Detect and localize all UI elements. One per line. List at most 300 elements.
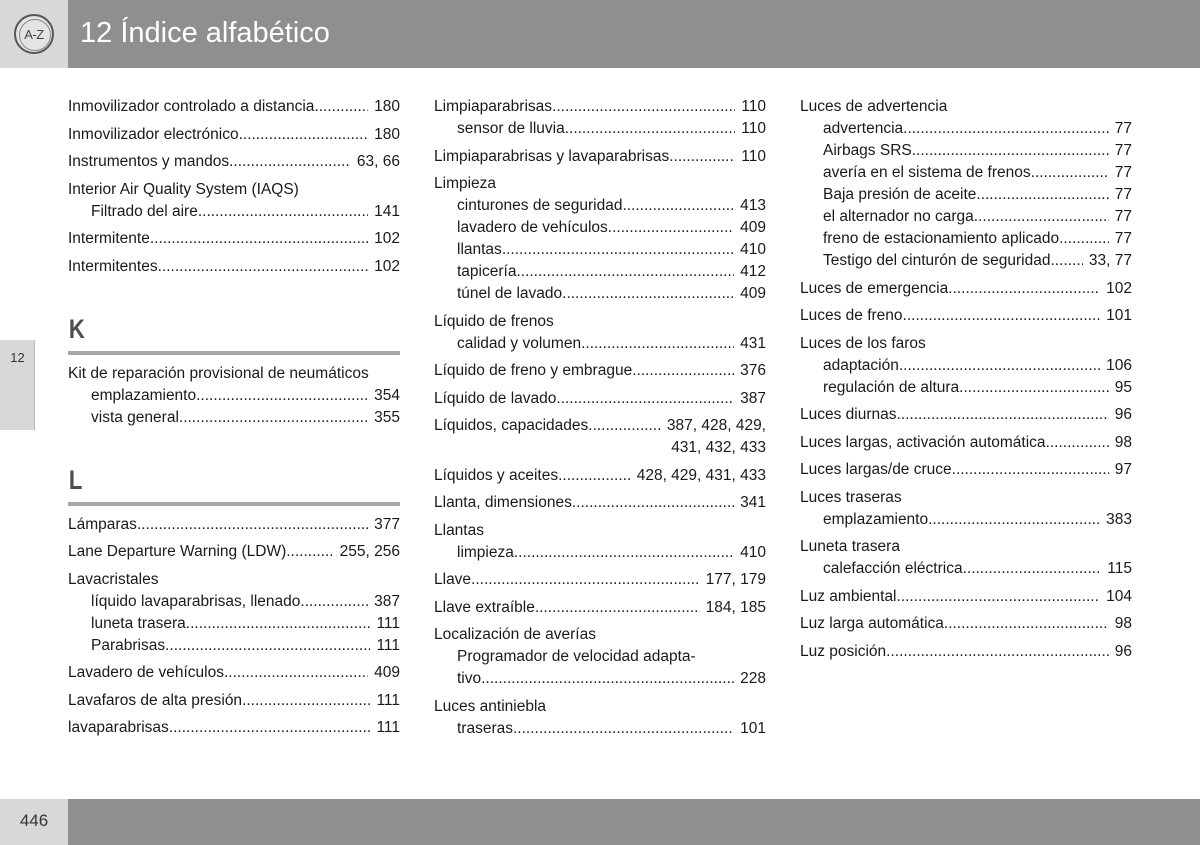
entry-term: Luces traseras [800,488,902,506]
page-reference[interactable]: 409 [740,219,766,236]
index-entry [434,520,766,564]
letter-heading-text: L [68,464,83,495]
dot-leader [224,662,368,684]
page-title: 12 Índice alfabético [80,17,330,49]
index-entry-line[interactable] [800,305,1132,327]
dot-leader [198,201,368,223]
dot-leader [959,377,1109,399]
index-subentry[interactable] [434,261,766,283]
index-entry [434,696,766,740]
index-subentry[interactable] [800,558,1132,580]
letter-heading [68,314,400,355]
entry-term: Luneta trasera [800,538,900,555]
dot-leader [314,96,368,118]
index-entry [434,624,766,690]
footer-bar [68,799,1200,845]
entry-term: limpieza [457,543,514,561]
index-entry [800,641,1132,663]
page-reference[interactable]: 410 [740,241,766,258]
entry-term: Inmovilizador controlado a distancia [68,98,315,115]
page-reference[interactable]: 180 [374,98,400,115]
index-entry [800,432,1132,454]
entry-term: Líquido de frenos [434,312,554,330]
entry-term: Intermitentes [68,257,158,275]
entry-term: llantas [457,241,502,258]
entry-term: Luces de advertencia [800,98,948,115]
index-entry-line[interactable] [434,415,766,437]
dot-leader [516,261,734,283]
entry-term: Instrumentos y mandos [68,153,230,170]
entry-term: sensor de lluvia [457,120,565,137]
page-reference[interactable]: 77 [1114,164,1132,181]
a-z-index-icon [14,14,54,54]
index-entry-line[interactable] [800,404,1132,426]
index-entry-line [800,536,1132,558]
page-reference[interactable]: 409 [740,285,766,302]
index-entry [68,124,400,146]
dot-leader [562,283,734,305]
index-subentry[interactable] [434,118,766,140]
entry-term: Llave [434,571,472,588]
dot-leader [952,459,1109,481]
page-reference[interactable]: 104 [1106,587,1132,605]
index-entry [800,333,1132,399]
index-entry [68,179,400,223]
entry-term: Llanta, dimensiones [434,494,572,511]
dot-leader [622,195,734,217]
dot-leader [608,217,734,239]
index-entry-line[interactable] [434,437,766,459]
index-entry [68,662,400,684]
dot-leader [242,690,370,712]
index-subentry[interactable] [68,613,400,635]
entry-term: lavaparabrisas [68,719,169,736]
entry-term: emplazamiento [823,510,929,528]
entry-term: Luces de los faros [800,334,926,352]
entry-term: luneta trasera [91,614,186,632]
page-reference[interactable]: 97 [1114,461,1132,478]
index-entry-line[interactable] [434,465,766,487]
dot-leader [169,717,371,739]
entry-term: traseras [457,719,513,737]
index-entry-line[interactable] [800,641,1132,663]
dot-leader [1031,162,1109,184]
entry-term: Testigo del cinturón de seguridad [823,252,1051,269]
dot-leader [286,541,333,563]
page-reference[interactable]: 376 [740,362,766,379]
index-subentry[interactable] [434,283,766,305]
entry-term: Líquido de freno y embrague [434,362,633,379]
dot-leader [669,146,735,168]
index-entry-line[interactable] [800,278,1132,300]
entry-term: Lavadero de vehículos [68,664,224,681]
index-entry [68,569,400,657]
index-subentry[interactable] [800,355,1132,377]
entry-term: Inmovilizador electrónico [68,125,239,143]
index-entry-line[interactable] [68,662,400,684]
page-reference[interactable]: 341 [740,494,766,511]
page-reference[interactable]: 354 [374,386,400,404]
index-subentry[interactable] [800,206,1132,228]
dot-leader [588,415,661,437]
page-reference[interactable]: 387 [374,592,400,610]
index-subentry[interactable] [800,184,1132,206]
index-entry-line [68,363,400,385]
entry-term: Luz posición [800,642,887,660]
dot-leader [897,404,1109,426]
index-subentry[interactable] [434,333,766,355]
index-entry-line [800,487,1132,509]
chapter-side-tab[interactable] [0,340,35,430]
index-subentry[interactable] [434,718,766,740]
entry-term: Lavacristales [68,570,159,588]
index-entry-line[interactable] [68,717,400,739]
index-entry-line[interactable] [68,228,400,250]
entry-term: Lámparas [68,515,137,533]
entry-term: Luces largas/de cruce [800,461,952,478]
index-subentry[interactable] [68,407,400,429]
index-subentry[interactable] [68,201,400,223]
page-reference[interactable]: 431 [740,334,766,352]
dot-leader [165,635,370,657]
index-entry [434,360,766,382]
entry-term: freno de estacionamiento aplicado [823,230,1060,247]
page-reference[interactable]: 377 [374,515,400,533]
index-entry [68,256,400,278]
index-subentry[interactable] [434,217,766,239]
entry-term: Líquidos y aceites [434,466,559,484]
page-reference[interactable]: 111 [376,636,400,654]
entry-term: Programador de velocidad adapta- [457,648,696,665]
index-entry [68,228,400,250]
index-entry-line [68,179,400,201]
entry-term: calefacción eléctrica [823,560,963,577]
page-reference[interactable]: 141 [374,202,400,220]
index-entry [68,514,400,536]
dot-leader [572,492,734,514]
page-reference[interactable]: 77 [1114,208,1132,225]
index-entry [434,96,766,140]
page-reference[interactable]: 428, 429, 431, 433 [636,466,766,484]
index-entry-line[interactable] [800,432,1132,454]
index-entry-line[interactable] [800,613,1132,635]
entry-term: calidad y volumen [457,334,582,352]
entry-term: Luz ambiental [800,587,897,605]
dot-leader [1046,432,1109,454]
entry-term: emplazamiento [91,386,197,404]
index-entry [800,305,1132,327]
entry-term: adaptación [823,356,899,374]
page-reference[interactable]: 355 [374,408,400,426]
index-entry [434,597,766,619]
index-subentry [434,646,766,668]
index-entry [68,363,400,429]
entry-term: Limpiaparabrisas y lavaparabrisas [434,147,670,165]
index-subentry[interactable] [800,228,1132,250]
index-entry [800,586,1132,608]
entry-term: Airbags SRS [823,142,912,159]
index-entry-line[interactable] [68,514,400,536]
index-entry-line[interactable] [434,146,766,168]
entry-term: Luces de emergencia [800,279,949,297]
index-entry [434,465,766,487]
dot-leader [196,385,368,407]
entry-term: Kit de reparación provisional de neumáticos [68,364,369,382]
index-entry [434,173,766,305]
dot-leader [558,465,631,487]
index-subentry[interactable] [800,140,1132,162]
index-entry [68,690,400,712]
entry-term: Luces largas, activación automática [800,433,1046,451]
page-reference[interactable]: 102 [1106,279,1132,297]
index-subentry[interactable] [68,385,400,407]
entry-term: Baja presión de aceite [823,186,977,203]
index-entry-line[interactable] [800,586,1132,608]
dot-leader [976,184,1108,206]
dot-leader [150,228,368,250]
page-reference[interactable]: 431, 432, 433 [671,439,766,456]
header-badge-area [0,0,68,68]
index-entry [800,487,1132,531]
dot-leader [899,355,1100,377]
index-entry-line [434,624,766,646]
entry-term: líquido lavaparabrisas, llenado [91,592,301,610]
page-reference[interactable]: 177, 179 [705,571,766,588]
dot-leader [974,206,1109,228]
page-reference[interactable]: 255, 256 [339,543,400,560]
index-entry [434,311,766,355]
page-reference[interactable]: 410 [740,543,766,561]
dot-leader [239,124,369,146]
page-reference[interactable]: 387 [740,389,766,407]
index-entry [800,278,1132,300]
index-entry-line[interactable] [68,690,400,712]
entry-term: Luces diurnas [800,406,897,423]
dot-leader [535,597,700,619]
page-reference[interactable]: 102 [374,230,400,247]
page-reference[interactable]: 77 [1114,230,1132,247]
page-reference[interactable]: 33, 77 [1088,252,1132,269]
badge-text: A-Z [24,26,44,42]
page-reference[interactable]: 228 [740,670,766,687]
dot-leader [944,613,1109,635]
dot-leader [565,118,736,140]
dot-leader [581,333,734,355]
index-entry [800,536,1132,580]
entry-term: regulación de altura [823,378,960,396]
letter-heading [68,465,400,506]
index-subentry[interactable] [434,542,766,564]
index-column-2 [434,96,766,745]
index-subentry[interactable] [434,668,766,690]
page-reference[interactable]: 98 [1114,433,1132,451]
dot-leader [1050,250,1082,272]
index-entry-line[interactable] [434,388,766,410]
dot-leader [481,668,734,690]
index-entry-line [68,569,400,591]
index-entry [800,459,1132,481]
entry-term: lavadero de vehículos [457,219,608,236]
dot-leader [912,140,1109,162]
page-reference[interactable]: 383 [1106,510,1132,528]
index-entry-line[interactable] [68,124,400,146]
index-entry [68,541,400,563]
page-reference[interactable]: 184, 185 [705,598,766,616]
page-reference[interactable]: 77 [1114,120,1132,137]
page-reference[interactable]: 409 [374,664,400,681]
page-reference[interactable]: 115 [1107,560,1132,577]
index-column-3 [800,96,1132,668]
dot-leader [903,305,1101,327]
index-entry [434,415,766,459]
index-subentry[interactable] [68,635,400,657]
dot-leader [928,509,1100,531]
entry-term: Luces de freno [800,307,903,324]
letter-divider [68,351,400,355]
dot-leader [903,118,1109,140]
entry-term: Filtrado del aire [91,202,198,220]
entry-term: Líquidos, capacidades [434,417,589,434]
dot-leader [158,256,369,278]
entry-term: Luz larga automática [800,615,944,632]
entry-term: Líquido de lavado [434,389,557,407]
dot-leader [556,388,734,410]
entry-term: túnel de lavado [457,285,563,302]
page-reference[interactable]: 111 [376,719,400,736]
index-entry-line[interactable] [434,96,766,118]
dot-leader [186,613,371,635]
letter-divider [68,502,400,506]
page-reference[interactable]: 101 [1106,307,1132,324]
entry-term: Llantas [434,521,484,539]
dot-leader [502,239,734,261]
entry-term: Lane Departure Warning (LDW) [68,543,287,560]
entry-term: cinturones de seguridad [457,197,623,214]
entry-term: Intermitente [68,230,150,247]
dot-leader [632,360,734,382]
index-subentry[interactable] [800,509,1132,531]
dot-leader [229,151,351,173]
index-entry-line[interactable] [68,96,400,118]
dot-leader [513,718,734,740]
index-entry [434,146,766,168]
index-entry-line[interactable] [800,459,1132,481]
page-reference[interactable]: 387, 428, 429, [666,417,766,434]
index-entry-line[interactable] [434,492,766,514]
index-entry-line [434,173,766,195]
entry-term: el alternador no carga [823,208,974,225]
index-entry [434,492,766,514]
index-entry [800,96,1132,272]
dot-leader [963,558,1102,580]
page-reference[interactable]: 111 [376,691,400,709]
index-entry-line [800,96,1132,118]
dot-leader [300,591,368,613]
entry-term: Lavafaros de alta presión [68,691,243,709]
entry-term: Luces antiniebla [434,697,547,715]
dot-leader [948,278,1100,300]
index-entry [434,569,766,591]
index-entry-line [434,311,766,333]
index-subentry[interactable] [800,162,1132,184]
index-subentry[interactable] [434,195,766,217]
entry-term: Parabrisas [91,636,166,654]
page-reference[interactable]: 412 [740,263,766,280]
index-entry-line[interactable] [434,569,766,591]
index-subentry[interactable] [800,250,1132,272]
index-entry-line[interactable] [68,151,400,173]
dot-leader [886,641,1109,663]
page-reference[interactable]: 111 [376,614,400,632]
page-number: 446 [19,811,49,830]
dot-leader [471,569,700,591]
page-reference[interactable]: 102 [374,257,400,275]
index-subentry[interactable] [800,118,1132,140]
index-subentry[interactable] [68,591,400,613]
entry-term: Interior Air Quality System (IAQS) [68,180,299,198]
entry-term: Limpieza [434,175,497,192]
entry-term: avería en el sistema de frenos [823,164,1031,181]
index-entry [800,404,1132,426]
dot-leader [514,542,734,564]
dot-leader [137,514,368,536]
page-reference[interactable]: 98 [1114,615,1132,632]
entry-term: Limpiaparabrisas [434,98,553,115]
dot-leader [897,586,1101,608]
index-subentry[interactable] [434,239,766,261]
dot-leader [179,407,368,429]
index-entry-line[interactable] [68,541,400,563]
page-reference[interactable]: 95 [1114,378,1132,396]
index-entry-line[interactable] [434,597,766,619]
index-entry [434,388,766,410]
page-reference[interactable]: 96 [1114,406,1132,423]
entry-term: advertencia [823,120,904,137]
page-reference[interactable]: 101 [740,719,766,737]
index-entry-line [800,333,1132,355]
index-entry-line[interactable] [68,256,400,278]
page-reference[interactable]: 63, 66 [356,153,400,170]
index-entry-line [434,520,766,542]
entry-term: Llave extraíble [434,598,535,616]
page-reference[interactable]: 110 [741,98,766,115]
page-reference[interactable]: 413 [740,197,766,214]
page-reference[interactable]: 77 [1114,186,1132,203]
entry-term: tapicería [457,263,517,280]
index-entry [800,613,1132,635]
page-reference[interactable]: 96 [1114,642,1132,660]
entry-term: tivo [457,670,482,687]
page-reference[interactable]: 180 [374,125,400,143]
letter-heading-text: K [68,313,85,344]
index-entry [68,96,400,118]
index-entry-line [434,696,766,718]
dot-leader [1059,228,1109,250]
page-reference[interactable]: 77 [1114,142,1132,159]
index-subentry[interactable] [800,377,1132,399]
index-entry [68,717,400,739]
page-reference[interactable]: 110 [741,147,766,165]
index-column-1 [68,96,400,745]
page-reference[interactable]: 110 [741,120,766,137]
index-entry-line[interactable] [434,360,766,382]
index-entry [68,151,400,173]
page-reference[interactable]: 106 [1106,356,1132,374]
dot-leader [552,96,735,118]
chapter-number: 12 [10,350,25,365]
entry-term: vista general [91,408,179,426]
entry-term: Localización de averías [434,626,596,643]
